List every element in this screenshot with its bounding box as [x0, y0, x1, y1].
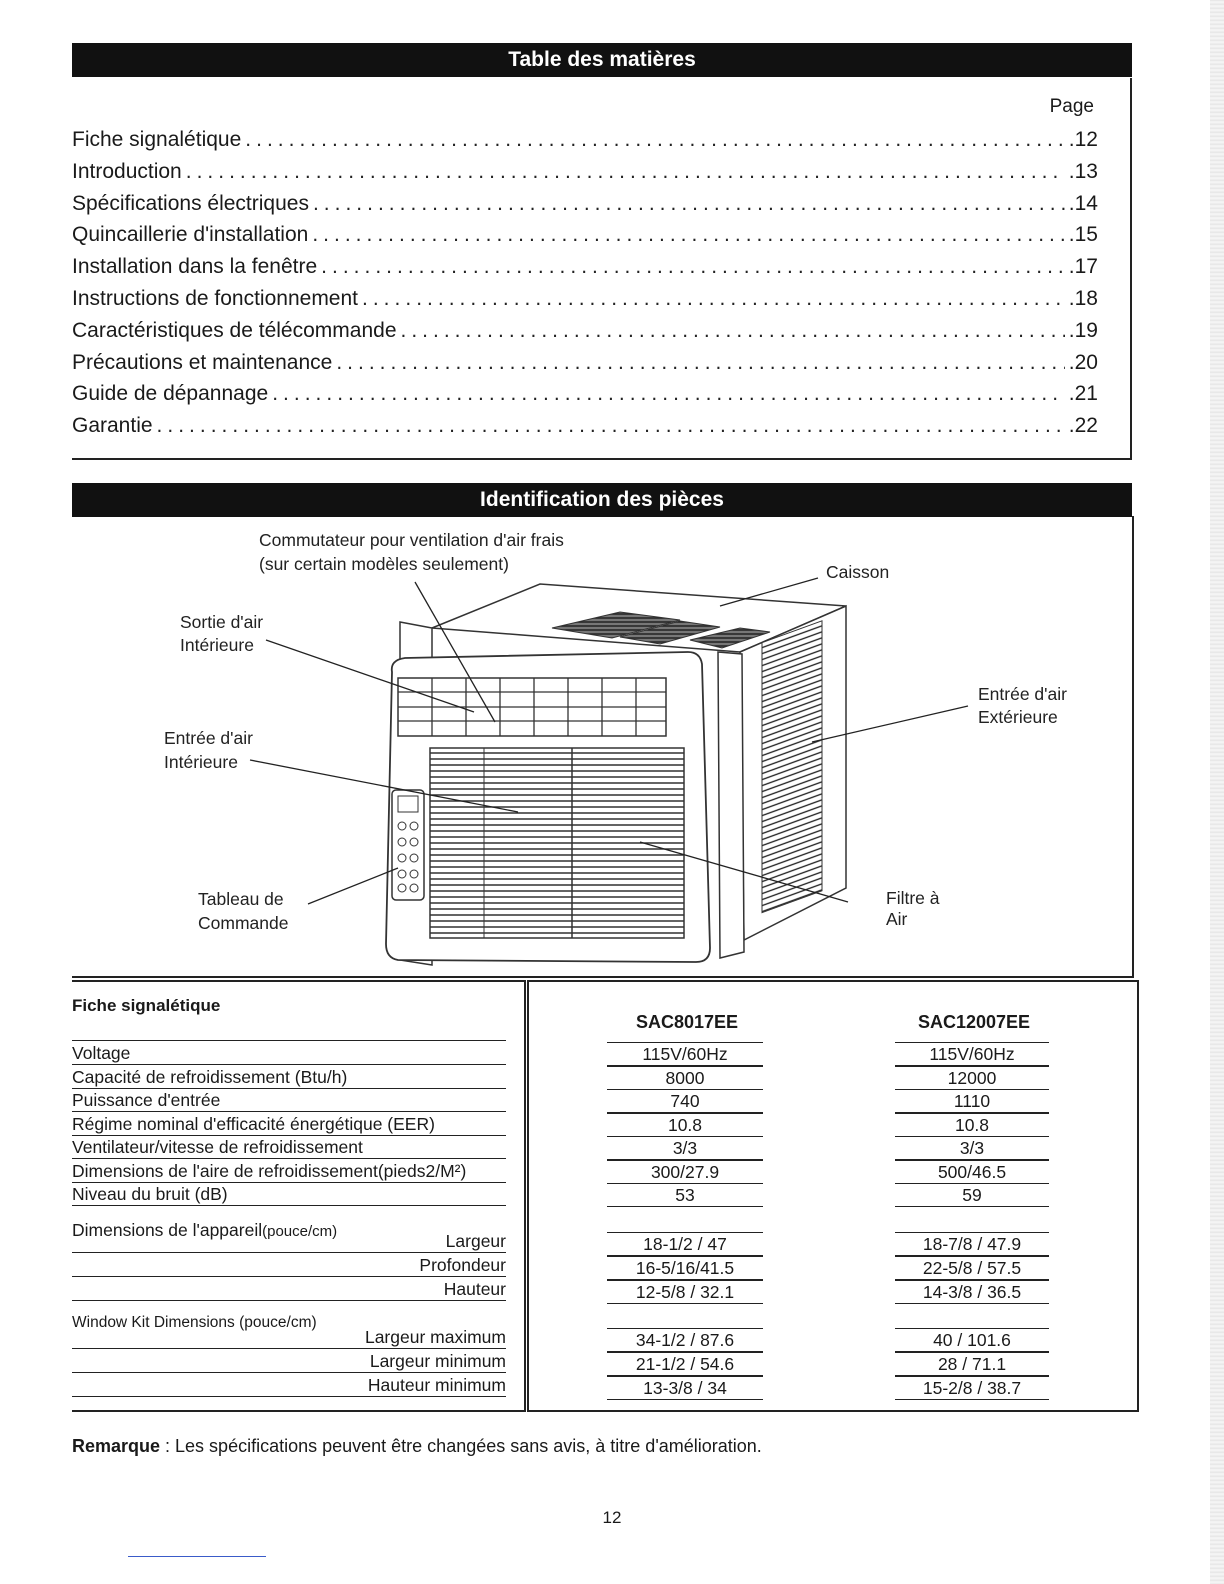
remark-note [72, 1436, 762, 1457]
label-air-filter-line1: Filtre à [886, 888, 940, 908]
label-outdoor-inlet-line2: Extérieure [978, 707, 1058, 727]
spec-value-cell: 18-7/8 / 47.9 [895, 1232, 1049, 1256]
label-fresh-air-switch-line2: (sur certain modèles seulement) [259, 554, 509, 574]
spec-label: Capacité de refroidissement (Btu/h) [72, 1066, 506, 1089]
spec-label: Niveau du bruit (dB) [72, 1183, 506, 1206]
remark-label: Remarque [72, 1436, 161, 1456]
spec-value-cell: 59 [895, 1183, 1049, 1207]
toc-entry-title: Instructions de fonctionnement [72, 286, 359, 310]
kit-dims-units: (pouce/cm) [239, 1314, 317, 1331]
specs-label-panel [72, 980, 526, 1412]
toc-entry-title: Caractéristiques de télécommande [72, 318, 397, 342]
toc-entry-page: .15 [1068, 223, 1098, 247]
label-cabinet: Caisson [826, 562, 890, 582]
toc-entry-title: Installation dans la fenêtre [72, 255, 318, 279]
footer-rule [128, 1556, 266, 1557]
spec-label: Voltage [72, 1042, 506, 1065]
spec-label: Ventilateur/vitesse de refroidissement [72, 1136, 506, 1159]
unit-dims-title-text: Dimensions de l'appareil [72, 1220, 263, 1240]
toc-entry-title: Garantie [72, 414, 153, 438]
spec-value-cell: 40 / 101.6 [895, 1328, 1049, 1352]
toc-page-label: Page [1049, 96, 1094, 117]
specs-title: Fiche signalétique [72, 996, 221, 1015]
label-indoor-inlet-line1: Entrée d'air [164, 728, 253, 748]
spec-value-cell: 34-1/2 / 87.6 [607, 1328, 763, 1352]
toc-entry-page: .12 [1068, 128, 1098, 151]
spec-value-cell: 3/3 [607, 1136, 763, 1160]
toc-entry-page: .22 [1068, 414, 1098, 438]
toc-entry-title: Fiche signalétique [72, 128, 242, 151]
label-fresh-air-switch-line1: Commutateur pour ventilation d'air frais [259, 530, 564, 550]
specs-values-panel [527, 980, 1139, 1412]
spec-label: Profondeur [72, 1254, 506, 1277]
toc-entry-page: .17 [1068, 255, 1098, 279]
spec-value-cell: 3/3 [895, 1136, 1049, 1160]
kit-dims-title-text: Window Kit Dimensions [72, 1314, 235, 1331]
spec-label: Largeur maximum [72, 1326, 506, 1349]
toc-entry-page: .13 [1068, 159, 1098, 183]
spec-label: Largeur minimum [72, 1350, 506, 1373]
spec-value-cell: 15-2/8 / 38.7 [895, 1376, 1049, 1400]
toc-entry-page: .14 [1068, 191, 1098, 215]
toc-header: Table des matières [72, 43, 1132, 77]
model-b-heading: SAC12007EE [917, 1012, 1031, 1032]
label-indoor-outlet-line2: Intérieure [180, 635, 254, 655]
spec-value-cell: 115V/60Hz [895, 1042, 1049, 1066]
label-indoor-inlet-line2: Intérieure [164, 752, 238, 772]
spec-label: Hauteur minimum [72, 1374, 506, 1397]
toc-entry-title: Guide de dépannage [72, 382, 269, 406]
spec-value-cell: 12-5/8 / 32.1 [607, 1280, 763, 1304]
remark-text: : Les spécifications peuvent être changées sans avis, à titre d'amélioration. [160, 1436, 762, 1456]
spec-label: Largeur [72, 1230, 506, 1253]
spec-value-cell: 18-1/2 / 47 [607, 1232, 763, 1256]
toc-entry-title: Spécifications électriques [72, 191, 309, 215]
spec-label: Régime nominal d'efficacité énergétique (EER) [72, 1113, 506, 1136]
front-grill [430, 748, 684, 938]
spec-label: Puissance d'entrée [72, 1089, 506, 1112]
specs-rule [72, 1040, 506, 1041]
model-a-heading: SAC8017EE [635, 1012, 739, 1032]
spec-value-cell: 14-3/8 / 36.5 [895, 1280, 1049, 1304]
toc-entry-page: .21 [1068, 382, 1098, 406]
toc-entry-page: .20 [1068, 350, 1098, 374]
toc-entry-page: .19 [1068, 318, 1098, 342]
page-number: 12 [602, 1508, 622, 1527]
spec-value-cell: 10.8 [895, 1113, 1049, 1137]
spec-value-cell: 13-3/8 / 34 [607, 1376, 763, 1400]
spec-value-cell: 22-5/8 / 57.5 [895, 1256, 1049, 1280]
spec-value-cell: 53 [607, 1183, 763, 1207]
spec-value-cell: 740 [607, 1089, 763, 1113]
parts-header: Identification des pièces [72, 483, 1132, 517]
spec-label: Dimensions de l'aire de refroidissement(pieds2/M²) [72, 1160, 506, 1183]
unit-dims-units: (pouce/cm) [262, 1223, 338, 1240]
label-control-panel-line1: Tableau de [198, 889, 284, 909]
control-display [398, 796, 418, 812]
spec-value-cell: 1110 [895, 1089, 1049, 1113]
window-frame-right [718, 652, 744, 958]
spec-value-cell: 28 / 71.1 [895, 1352, 1049, 1376]
spec-value-cell: 500/46.5 [895, 1160, 1049, 1184]
spec-value-cell: 8000 [607, 1066, 763, 1090]
spec-value-cell: 12000 [895, 1066, 1049, 1090]
label-air-filter-line2: Air [886, 909, 908, 929]
toc-entry-title: Précautions et maintenance [72, 350, 333, 374]
side-grill [762, 621, 822, 913]
spec-label: Hauteur [72, 1278, 506, 1301]
label-outdoor-inlet-line1: Entrée d'air [978, 684, 1067, 704]
toc-entry-title: Introduction [72, 159, 182, 183]
spec-value-cell: 300/27.9 [607, 1160, 763, 1184]
spec-value-cell: 21-1/2 / 54.6 [607, 1352, 763, 1376]
toc-entry-page: .18 [1068, 286, 1098, 310]
toc-entry-title: Quincaillerie d'installation [72, 223, 309, 247]
spec-value-cell: 115V/60Hz [607, 1042, 763, 1066]
label-control-panel-line2: Commande [198, 913, 289, 933]
label-indoor-outlet-line1: Sortie d'air [180, 612, 264, 632]
spec-value-cell: 16-5/16/41.5 [607, 1256, 763, 1280]
spec-value-cell: 10.8 [607, 1113, 763, 1137]
